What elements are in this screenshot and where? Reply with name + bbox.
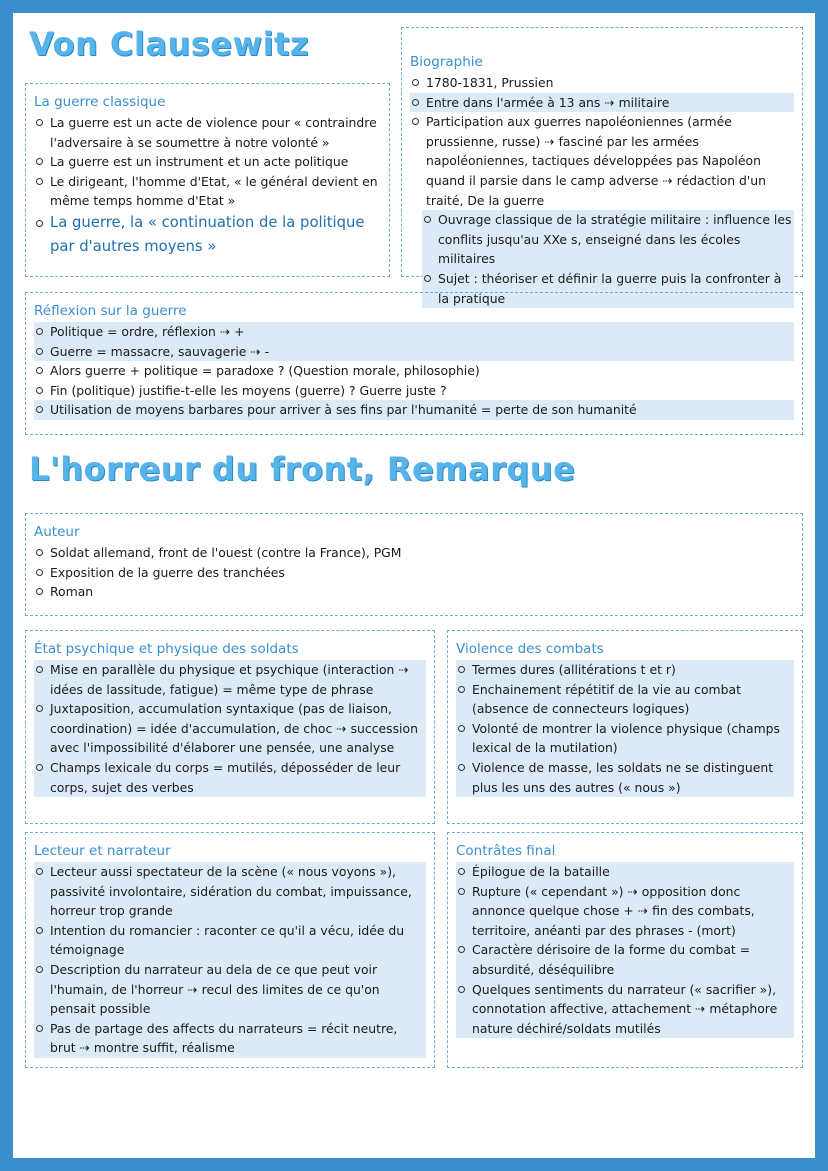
list-item: Alors guerre + politique = paradoxe ? (Question morale, philosophie) (34, 361, 794, 381)
box-title: La guerre classique (34, 94, 166, 110)
list-item: Termes dures (allitérations t et r) (456, 660, 794, 680)
list-item: Roman (34, 582, 794, 602)
list-item: Pas de partage des affects du narrateurs = récit neutre, brut ⇢ montre suffit, réalisme (34, 1019, 426, 1058)
list-item: Politique = ordre, réflexion ⇢ + (34, 322, 794, 342)
list (456, 660, 794, 797)
list-item: Intention du romancier : raconter ce qu'il a vécu, idée du témoignage (34, 921, 426, 960)
list-item: Participation aux guerres napoléoniennes (armée prussienne, russe) ⇢ fasciné par les armées napoléoniennes, tactiques développées pas Napoléon quand il parsie dans le camp adverse ⇢ rédaction d'un traité, De la guerre (410, 112, 794, 210)
list-item: 1780-1831, Prussien (410, 73, 794, 93)
list-item: Soldat allemand, front de l'ouest (contre la France), PGM (34, 543, 794, 563)
box-violence (447, 630, 803, 824)
list (34, 660, 426, 797)
list-item: Lecteur aussi spectateur de la scène (« nous voyons »), passivité involontaire, sidération du combat, impuissance, horreur trop grande (34, 862, 426, 921)
list-item: La guerre est un acte de violence pour « contraindre l'adversaire à se soumettre à notre volonté » (34, 113, 381, 152)
box-reflexion (25, 292, 803, 435)
list-item: Champs lexicale du corps = mutilés, déposséder de leur corps, sujet des verbes (34, 758, 426, 797)
box-title: Violence des combats (456, 641, 604, 657)
box-title: Contrâtes final (456, 843, 556, 859)
section-title-clausewitz: Von Clausewitz (29, 25, 309, 63)
list-item: Enchainement répétitif de la vie au combat (absence de connecteurs logiques) (456, 680, 794, 719)
list (34, 543, 794, 602)
page (13, 13, 815, 1158)
list-item: Rupture (« cependant ») ⇢ opposition donc annonce quelque chose + ⇢ fin des combats, territoire, anéanti par des phrases - (mort) (456, 882, 794, 941)
list (410, 73, 794, 308)
list-item: Exposition de la guerre des tranchées (34, 563, 794, 583)
list-item: Utilisation de moyens barbares pour arriver à ses fins par l'humanité = perte de son humanité (34, 400, 794, 420)
list-item: Guerre = massacre, sauvagerie ⇢ - (34, 342, 794, 362)
list-item: Entre dans l'armée à 13 ans ⇢ militaire (410, 93, 794, 113)
box-auteur (25, 513, 803, 616)
box-title: Lecteur et narrateur (34, 843, 171, 859)
box-etat-psychique (25, 630, 435, 824)
list-item: Caractère dérisoire de la forme du combat = absurdité, déséquilibre (456, 940, 794, 979)
list-item: Description du narrateur au dela de ce que peut voir l'humain, de l'horreur ⇢ recul des limites de ce qu'on pensait possible (34, 960, 426, 1019)
list-item: Mise en parallèle du physique et psychique (interaction ⇢ idées de lassitude, fatigue) = même type de phrase (34, 660, 426, 699)
box-contrastes (447, 832, 803, 1068)
list-item: Juxtaposition, accumulation syntaxique (pas de liaison, coordination) = idée d'accumulation, de choc ⇢ succession avec l'impossibilité d'élaborer une pensée, une analyse (34, 699, 426, 758)
box-title: Réflexion sur la guerre (34, 303, 187, 319)
list-item: Fin (politique) justifie-t-elle les moyens (guerre) ? Guerre juste ? (34, 381, 794, 401)
list (34, 862, 426, 1058)
list-item: Violence de masse, les soldats ne se distinguent plus les uns des autres (« nous ») (456, 758, 794, 797)
list-item-highlight: La guerre, la « continuation de la politique par d'autres moyens » (34, 211, 381, 259)
list-subitem: Sujet : théoriser et définir la guerre puis la confronter à la pratique (422, 269, 794, 308)
list-item: Le dirigeant, l'homme d'Etat, « le général devient en même temps homme d'Etat » (34, 172, 381, 211)
box-title: État psychique et physique des soldats (34, 641, 299, 657)
list-item: Volonté de montrer la violence physique (champs lexical de la mutilation) (456, 719, 794, 758)
box-title: Biographie (410, 54, 483, 70)
section-title-remarque: L'horreur du front, Remarque (29, 450, 576, 488)
box-biographie (401, 27, 803, 306)
list-item: Épilogue de la bataille (456, 862, 794, 882)
list (34, 113, 381, 259)
box-lecteur-narrateur (25, 832, 435, 1068)
list-subitem: Ouvrage classique de la stratégie militaire : influence les conflits jusqu'au XXe s, enseigné dans les écoles militaires (422, 210, 794, 269)
list (456, 862, 794, 1038)
list-item: Quelques sentiments du narrateur (« sacrifier »), connotation affective, attachement ⇢ métaphore nature déchiré/soldats mutilés (456, 980, 794, 1039)
list-item: La guerre est un instrument et un acte politique (34, 152, 381, 172)
list (34, 322, 794, 420)
box-title: Auteur (34, 524, 80, 540)
box-guerre-classique (25, 83, 390, 277)
